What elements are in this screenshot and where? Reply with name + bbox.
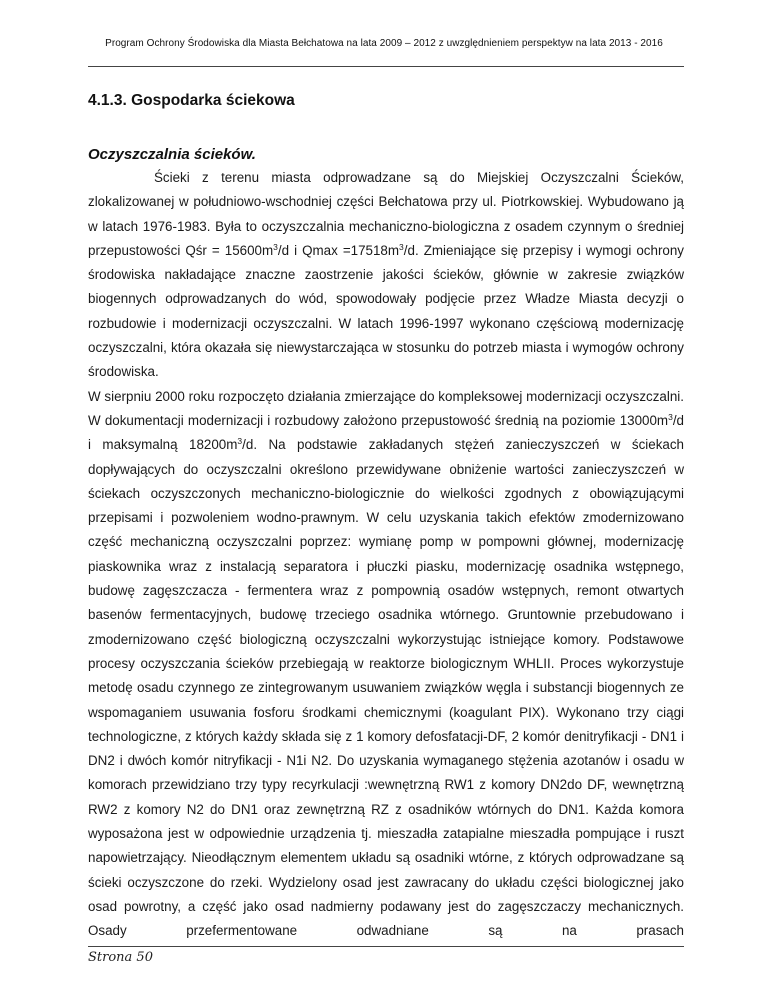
running-header: Program Ochrony Środowiska dla Miasta Bełchatowa na lata 2009 – 2012 z uwzględnieniem perspektyw na lata 2013 - 2016 [105,38,663,49]
superscript-cubic: 3 [237,436,243,447]
subsection-title: Oczyszczalnia ścieków. [88,146,256,163]
paragraph-1-part-b: /d i Qmax =17518m [277,242,400,258]
body-text [88,166,684,944]
superscript-cubic: 3 [399,241,404,252]
header-divider [88,66,684,67]
paragraph-2-part-c: /d. Na podstawie zakładanych stężeń zanieczyszczeń w ściekach dopływających do oczyszczalni określono przewidywane obniżenie wartości zanieczyszczeń w ściekach oczyszczonych mechaniczno-biologicznie do wielkości zgodnych z obowiązującymi przepisami i pozwoleniem wodno-prawnym. W celu uzyskania takich efektów zmodernizowano część mechaniczną oczyszczalni poprzez: wymianę pomp w pompowni głównej, modernizację piaskownika wraz z instalacją separatora i płuczki piasku, modernizację osadnika wstępnego, budowę zagęszczacza - fermentera wraz z pompownią osadów wstępnych, remont otwartych basenów fermentacyjnych, budowę trzeciego osadnika wtórnego. Gruntownie przebudowano i zmodernizowano część biologiczną oczyszczalni wykorzystując istniejące komory. Podstawowe procesy oczyszczania ścieków przebiegają w reaktorze biologicznym WHLII. Proces wykorzystuje metodę osadu czynnego ze zintegrowanym usuwaniem związków węgla i substancji biogennych ze wspomaganiem usuwania fosforu środkami chemicznymi (koagulant PIX). Wykonano trzy ciągi technologiczne, z których każdy składa się z 1 komory defosfatacji-DF, 2 komór denitryfikacji - DN1 i DN2 i dwóch komór nitryfikacji - N1i N2. Do uzyskania wymaganego stężenia azotanów i osadu w komorach przewidziano trzy typy recyrkulacji :wewnętrzną RW1 z komory DN2do DF, wewnętrzną RW2 z komory N2 do DN1 oraz zewnętrzną RZ z osadników wtórnych do DN1. Każda komora wyposażona jest w odpowiednie urządzenia tj. mieszadła zatapialne mieszadła pompujące i ruszt napowietrzający. Nieodłącznym elementem układu są osadniki wtórne, z których odprowadzane są ścieki oczyszczone do rzeki. Wydzielony osad jest zawracany do układu części biologicznej jako osad powrotny, a część jako osad nadmierny podawany jest do zagęszczaczy mechanicznych. Osady przefermentowane odwadniane są na prasach [88,437,685,939]
footer-divider [88,946,684,947]
paragraph-2-part-a: W sierpniu 2000 roku rozpoczęto działania zmierzające do kompleksowej modernizacji oczyszczalni. W dokumentacji modernizacji i rozbudowy założono przepustowość średnią na poziomie 13000m [88,388,684,428]
superscript-cubic: 3 [273,241,278,252]
paragraph-2-part-b: /d i maksymalną 18200m [88,412,684,453]
section-title: 4.1.3. Gospodarka ściekowa [88,92,295,109]
paragraph-1 [88,166,684,385]
paragraph-1-part-a: Ścieki z terenu miasta odprowadzane są do Miejskiej Oczyszczalni Ścieków, zlokalizowanej w południowo-wschodniej części Bełchatowa przy ul. Piotrkowskiej. Wybudowano ją w latach 1976-1983. Była to oczyszczalnia mechaniczno-biologiczna z osadem czynnym o średniej przepustowości Qśr = 15600m [88,170,684,258]
page-number: Strona 50 [88,950,153,965]
paragraph-2 [88,385,684,944]
superscript-cubic: 3 [668,411,673,422]
paragraph-1-part-c: /d. Zmieniające się przepisy i wymogi ochrony środowiska nakładające znaczne zaostrzenie jakości ścieków, głównie w zakresie związków biogennych odprowadzanych do wód, spowodowały podjęcie przez Władze Miasta decyzji o rozbudowie i modernizacji oczyszczalni. W latach 1996-1997 wykonano częściową modernizację oczyszczalni, która okazała się niewystarczająca w stosunku do potrzeb miasta i wymogów ochrony środowiska. [88,242,685,380]
